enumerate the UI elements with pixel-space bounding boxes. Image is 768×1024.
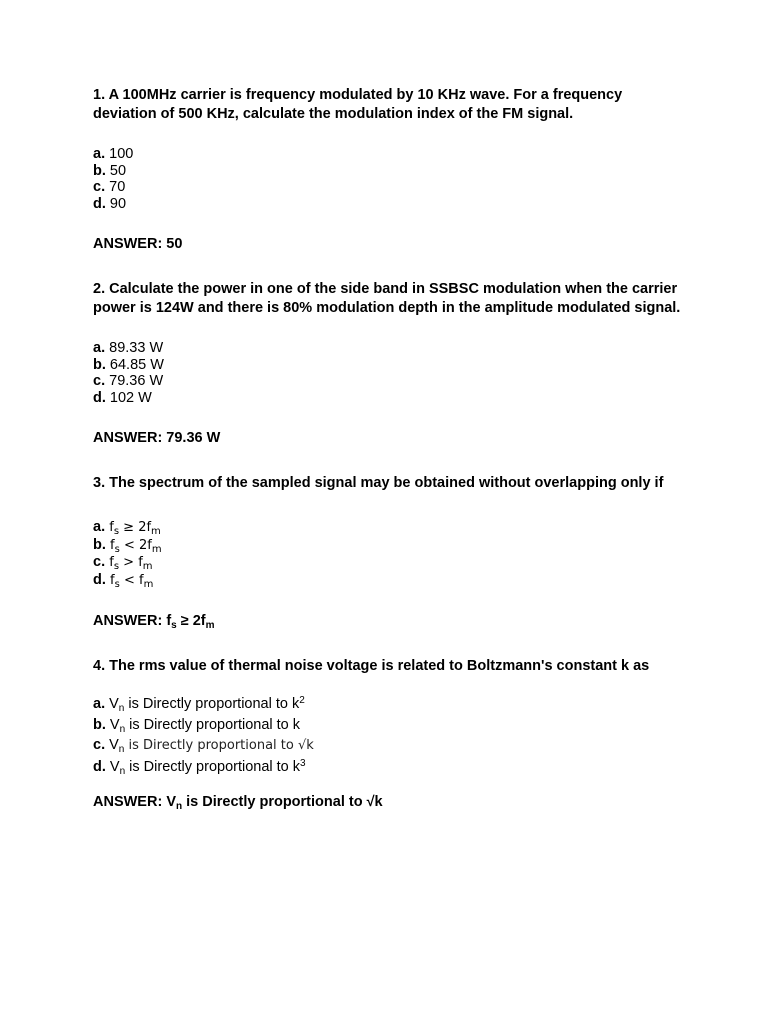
- math-f: f: [110, 572, 115, 588]
- option-b: [93, 357, 683, 374]
- option-text: 102 W: [109, 389, 152, 406]
- document-page: [93, 86, 683, 838]
- question-3-options: [93, 519, 683, 589]
- math-subscript: s: [113, 526, 120, 537]
- math-operator: < 2f: [119, 537, 152, 553]
- math-operator: < f: [119, 572, 144, 588]
- option-letter: b.: [93, 536, 106, 553]
- math-superscript: 2: [299, 695, 305, 706]
- option-text: 79.36 W: [109, 373, 164, 389]
- option-d: [93, 390, 683, 407]
- math-superscript: 3: [300, 757, 306, 769]
- answer-text: is Directly proportional to √k: [182, 794, 383, 810]
- math-subscript: m: [205, 620, 215, 631]
- question-1-options: [93, 146, 683, 212]
- option-letter: a.: [93, 146, 106, 162]
- option-a: [93, 519, 683, 537]
- math-v: V: [109, 696, 119, 712]
- answer-prefix: ANSWER:: [93, 794, 167, 810]
- question-4-text: 4. The rms value of thermal noise voltage is related to Boltzmann's constant k as: [93, 658, 650, 674]
- math-subscript: m: [151, 543, 162, 555]
- math-operator: > f: [119, 555, 143, 570]
- option-text: 100: [109, 146, 134, 162]
- option-b: [93, 537, 683, 555]
- question-2-options: [93, 340, 683, 406]
- option-letter: b.: [93, 716, 106, 733]
- option-letter: a.: [93, 696, 106, 712]
- option-a: [93, 146, 683, 163]
- math-operator: ≥ 2f: [119, 520, 152, 535]
- option-text: 89.33 W: [109, 340, 164, 356]
- math-subscript: s: [171, 620, 177, 631]
- math-subscript: m: [142, 561, 153, 572]
- math-subscript: n: [119, 765, 126, 777]
- option-text: 70: [109, 179, 126, 195]
- option-a: [93, 694, 683, 715]
- question-4: [93, 657, 683, 811]
- question-1: [93, 86, 683, 253]
- math-subscript: s: [114, 578, 120, 590]
- math-subscript: n: [175, 801, 183, 812]
- option-text: is Directly proportional to √k: [124, 738, 314, 753]
- option-c: [93, 373, 683, 390]
- option-text: 50: [109, 162, 127, 179]
- math-f: f: [110, 537, 115, 553]
- question-4-options: [93, 694, 683, 777]
- math-v: V: [109, 737, 119, 753]
- question-3: [93, 474, 683, 630]
- math-v: V: [109, 716, 120, 733]
- option-letter: b.: [93, 162, 106, 179]
- question-2: [93, 280, 683, 447]
- answer-prefix: ANSWER:: [93, 613, 167, 629]
- math-subscript: n: [118, 744, 125, 755]
- option-c: [93, 179, 683, 196]
- math-subscript: m: [151, 526, 161, 537]
- question-2-text: 2. Calculate the power in one of the side band in SSBSC modulation when the carrier power is 124W and there is 80% modulation depth in the amplitude modulated signal.: [93, 281, 681, 316]
- option-text: 90: [109, 195, 127, 212]
- math-v: V: [109, 758, 120, 775]
- math-subscript: s: [114, 543, 120, 555]
- option-b: [93, 163, 683, 180]
- math-operator: ≥ 2f: [176, 613, 206, 629]
- option-b: [93, 715, 683, 736]
- math-f: f: [166, 613, 172, 629]
- option-letter: a.: [93, 519, 106, 535]
- question-4-answer: [93, 793, 683, 811]
- option-letter: c.: [93, 737, 106, 753]
- option-letter: a.: [93, 340, 106, 356]
- option-letter: c.: [93, 373, 106, 389]
- math-subscript: n: [118, 703, 125, 714]
- option-letter: c.: [93, 179, 106, 195]
- question-3-text: 3. The spectrum of the sampled signal may be obtained without overlapping only if: [93, 475, 664, 491]
- option-letter: d.: [93, 389, 106, 406]
- option-c: [93, 554, 683, 572]
- question-1-text: 1. A 100MHz carrier is frequency modulated by 10 KHz wave. For a frequency deviation of 500 KHz, calculate the modulation index of the FM signal.: [93, 87, 623, 122]
- question-3-answer: [93, 612, 683, 630]
- math-f: f: [109, 520, 114, 535]
- math-v: V: [166, 794, 176, 810]
- option-letter: d.: [93, 571, 106, 588]
- option-c: [93, 735, 683, 757]
- math-subscript: s: [113, 561, 120, 572]
- math-subscript: m: [143, 578, 154, 590]
- option-letter: c.: [93, 554, 106, 570]
- option-text: 64.85 W: [109, 356, 164, 373]
- option-letter: d.: [93, 758, 106, 775]
- option-d: [93, 196, 683, 213]
- option-text: is Directly proportional to k: [125, 716, 301, 733]
- option-d: [93, 572, 683, 590]
- math-subscript: n: [119, 723, 126, 735]
- math-f: f: [109, 555, 114, 570]
- option-d: [93, 757, 683, 778]
- option-letter: d.: [93, 195, 106, 212]
- option-text: is Directly proportional to k: [124, 696, 300, 712]
- question-2-answer: ANSWER: 79.36 W: [93, 430, 221, 446]
- option-a: [93, 340, 683, 357]
- question-1-answer: ANSWER: 50: [93, 236, 183, 252]
- option-letter: b.: [93, 356, 106, 373]
- option-text: is Directly proportional to k: [125, 758, 301, 775]
